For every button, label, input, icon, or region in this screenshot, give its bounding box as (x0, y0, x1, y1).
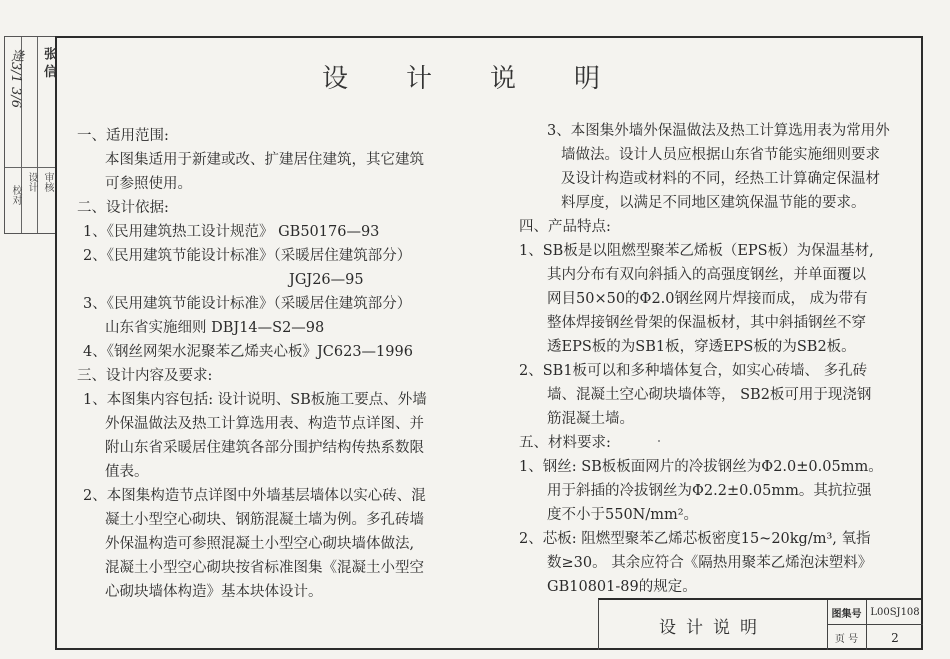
text-line: 网目50×50的Φ2.0钢丝网片焊接而成， 成为带有 (547, 291, 868, 307)
title-char: 说 (490, 64, 517, 94)
text-line: 心砌块墙体构造》基本块体设计。 (105, 584, 323, 600)
text-line: 凝土小型空心砌块、钢筋混凝土墙为例。多孔砖墙 (105, 512, 424, 528)
designer-signature: 逄3/1 3/6 (8, 49, 23, 108)
text-line: 1、本图集内容包括: 设计说明、SB板施工要点、外墙 (83, 392, 427, 408)
text-line: 1、《民用建筑热工设计规范》 GB50176—93 (83, 224, 380, 240)
right-column (519, 119, 915, 599)
title-char: 明 (574, 64, 601, 94)
text-line: 本图集适用于新建或改、扩建居住建筑，其它建筑 (105, 152, 424, 168)
text-line: 外保温做法及热工计算选用表、构造节点详图、并 (105, 416, 424, 432)
text-line: 可参照使用。 (105, 176, 192, 192)
text-line: 附山东省采暖居住建筑各部分围护结构传热系数限 (105, 440, 424, 456)
chief-signature: 张 信 (41, 47, 56, 78)
text-line: 山东省实施细则 DBJ14—S2—98 (105, 320, 325, 336)
binding-label-review: 审核 (42, 172, 53, 192)
text-line: 2、本图集构造节点详图中外墙基层墙体以实心砖、混 (83, 488, 426, 504)
text-line: 1、钢丝: SB板板面网片的冷拔钢丝为Φ2.0±0.05mm。 (519, 459, 883, 475)
text-line: 及设计构造或材料的不同，经热工计算确定保温材 (561, 171, 880, 187)
text-line: 4、《钢丝网架水泥聚苯乙烯夹心板》JC623—1996 (83, 344, 413, 360)
page-title (322, 58, 658, 95)
title-block-name: 设计说明 (599, 600, 828, 650)
binding-label-design: 设计 (26, 172, 37, 192)
text-line: 混凝土小型空心砌块按省标准图集《混凝土小型空 (105, 560, 424, 576)
text-line: 三、设计内容及要求: (77, 368, 213, 384)
page-number: 2 (891, 630, 899, 645)
text-line: 度不小于550N/mm²。 (547, 507, 699, 523)
scan-speck (658, 440, 660, 442)
text-line: 五、材料要求: (519, 435, 611, 451)
atlas-number-label: 图集号 (827, 600, 867, 625)
text-line: 二、设计依据: (77, 200, 169, 216)
text-line: 料厚度，以满足不同地区建筑保温节能的要求。 (561, 195, 866, 211)
binding-margin (4, 36, 55, 234)
text-line: 2、SB1板可以和多种墙体复合，如实心砖墙、 多孔砖 (519, 363, 868, 379)
text-line: 四、产品特点: (519, 219, 611, 235)
text-line: 墙、混凝土空心砌块墙体等， SB2板可用于现浇钢 (547, 387, 872, 403)
text-line: 墙做法。设计人员应根据山东省节能实施细则要求 (561, 147, 880, 163)
text-line: JGJ26—95 (289, 272, 364, 288)
text-line: 筋混凝土墙。 (547, 411, 634, 427)
title-block (598, 598, 923, 650)
text-line: 用于斜插的冷拔钢丝为Φ2.2±0.05mm。其抗拉强 (547, 483, 872, 499)
text-line: GB10801-89的规定。 (547, 579, 697, 595)
left-column (63, 124, 463, 604)
text-line: 2、《民用建筑节能设计标准》（采暖居住建筑部分） (83, 248, 412, 264)
text-line: 其内分布有双向斜插入的高强度钢丝，并单面覆以 (547, 267, 866, 283)
binding-label-proofread: 校对 (10, 185, 21, 205)
page-number-label: 页 号 (827, 625, 867, 650)
text-line: 2、芯板: 阻燃型聚苯乙烯芯板密度15~20kg/m³, 氧指 (519, 531, 871, 547)
text-line: 透EPS板的为SB1板，穿透EPS板的为SB2板。 (547, 339, 856, 355)
text-line: 外保温构造可参照混凝土小型空心砌块墙体做法, (105, 536, 415, 552)
text-line: 值表。 (105, 464, 149, 480)
text-line: 3、本图集外墙外保温做法及热工计算选用表为常用外 (547, 123, 890, 139)
title-char: 计 (406, 64, 433, 94)
text-line: 数≥30。 其余应符合《隔热用聚苯乙烯泡沫塑料》 (547, 555, 873, 571)
binding-row-divider (5, 167, 55, 168)
text-line: 一、适用范围: (77, 128, 169, 144)
text-line: 3、《民用建筑节能设计标准》（采暖居住建筑部分） (83, 296, 412, 312)
atlas-number: L00SJ108 (867, 600, 923, 625)
text-line: 整体焊接钢丝骨架的保温板材，其中斜插钢丝不穿 (547, 315, 866, 331)
title-char: 设 (322, 64, 349, 94)
text-line: 1、SB板是以阻燃型聚苯乙烯板（EPS板）为保温基材, (519, 243, 874, 259)
